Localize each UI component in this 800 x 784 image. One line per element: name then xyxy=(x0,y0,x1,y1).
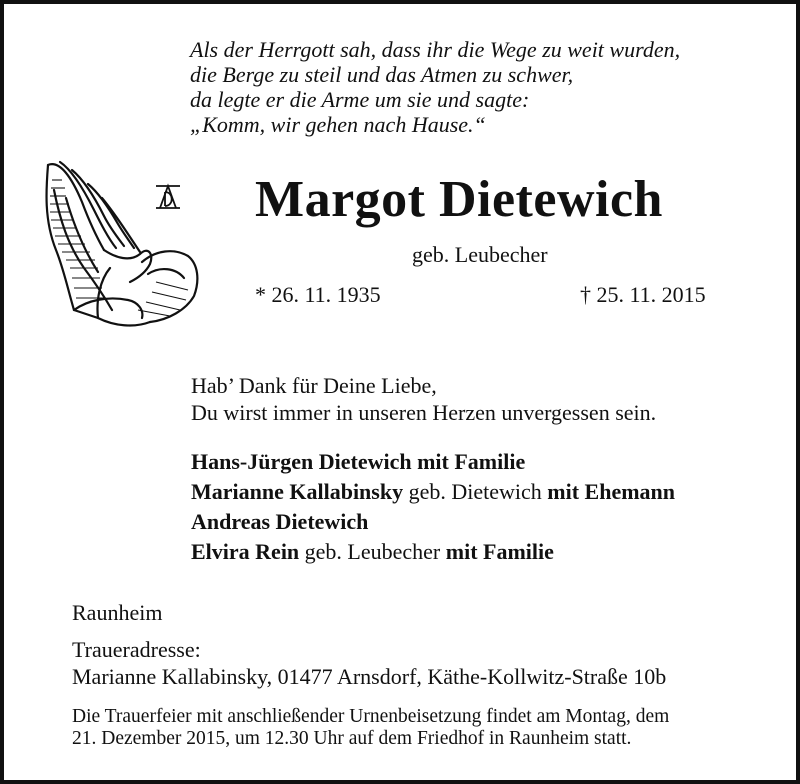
poem-line: „Komm, wir gehen nach Hause.“ xyxy=(190,112,486,137)
birth-date: * 26. 11. 1935 xyxy=(255,282,381,307)
memorial-poem xyxy=(190,37,680,137)
poem-line: die Berge zu steil und das Atmen zu schwer, xyxy=(190,62,574,87)
mourner-note: geb. Leubecher xyxy=(299,539,446,564)
mourner-entry xyxy=(191,507,675,537)
address-value: Marianne Kallabinsky, 01477 Arnsdorf, Käthe-Kollwitz-Straße 10b xyxy=(72,664,667,689)
deceased-name: Margot Dietewich xyxy=(255,171,663,228)
praying-hands-icon xyxy=(38,150,203,335)
mourner-name: Andreas Dietewich xyxy=(191,509,369,534)
address-label: Traueradresse: xyxy=(72,637,201,662)
funeral-service-info xyxy=(72,706,669,750)
mourner-suffix: mit Familie xyxy=(445,539,554,564)
service-line: 21. Dezember 2015, um 12.30 Uhr auf dem Friedhof in Raunheim statt. xyxy=(72,728,632,749)
poem-line: da legte er die Arme um sie und sagte: xyxy=(190,87,530,112)
mourners-list xyxy=(191,447,675,567)
mourner-name: Hans-Jürgen Dietewich mit Familie xyxy=(191,449,526,474)
thanks-line: Du wirst immer in unseren Herzen unvergessen sein. xyxy=(191,400,657,425)
thanks-text xyxy=(191,372,656,426)
mourner-entry xyxy=(191,447,675,477)
service-line: Die Trauerfeier mit anschließender Urnenbeisetzung findet am Montag, dem xyxy=(72,706,670,727)
place-name: Raunheim xyxy=(72,600,163,625)
birth-name: geb. Leubecher xyxy=(412,242,548,267)
mourner-entry xyxy=(191,537,675,567)
mourner-suffix: mit Ehemann xyxy=(547,479,676,504)
mourner-entry xyxy=(191,477,675,507)
poem-line: Als der Herrgott sah, dass ihr die Wege zu weit wurden, xyxy=(190,37,681,62)
mourner-name: Marianne Kallabinsky xyxy=(191,479,404,504)
thanks-line: Hab’ Dank für Deine Liebe, xyxy=(191,373,437,398)
monogram-icon xyxy=(156,186,180,208)
death-date: † 25. 11. 2015 xyxy=(580,282,706,307)
mourner-name: Elvira Rein xyxy=(191,539,300,564)
mourning-address xyxy=(72,636,666,690)
mourner-note: geb. Dietewich xyxy=(403,479,548,504)
